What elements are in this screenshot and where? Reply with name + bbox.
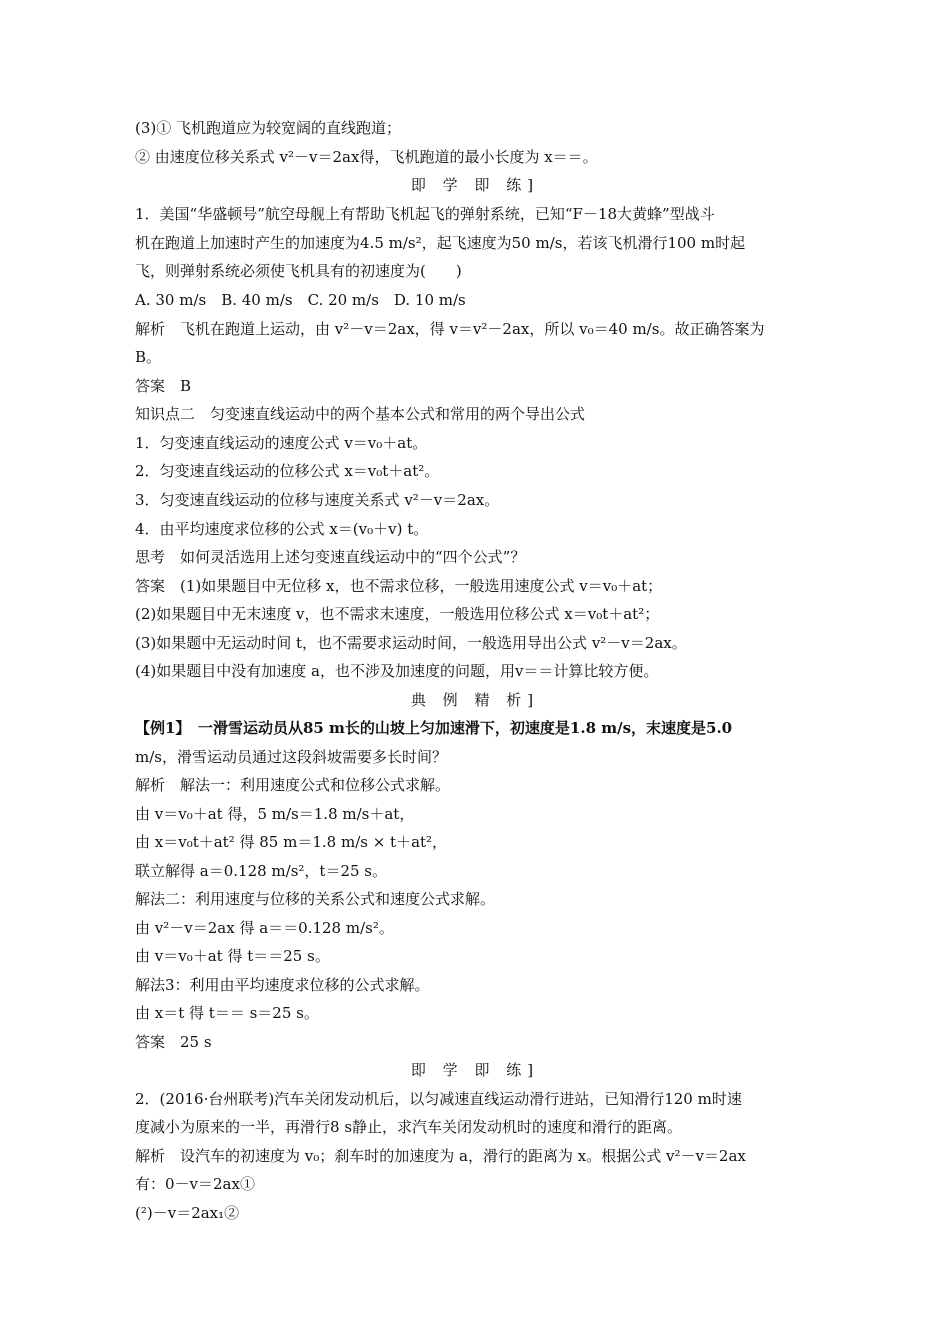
text-line: 解法3：利用由平均速度求位移的公式求解。 — [135, 976, 430, 994]
text-line: 解法二：利用速度与位移的关系公式和速度公式求解。 — [135, 890, 496, 908]
text-line: 1．匀变速直线运动的速度公式 v＝v₀＋at。 — [135, 434, 428, 452]
text-line: 联立解得 a＝0.128 m/s²，t＝25 s。 — [135, 862, 387, 880]
text-line: 解析 飞机在跑道上运动，由 v²－v＝2ax，得 v＝v²－2ax，所以 v₀＝40 m/s。故正确答案为 — [135, 320, 765, 338]
section-heading: 即 学 即 练] — [410, 1061, 540, 1079]
text-line: 飞，则弹射系统必须使飞机具有的初速度为( ) — [135, 262, 462, 280]
text-line: (3)如果题中无运动时间 t，也不需要求运动时间，一般选用导出公式 v²－v＝2ax。 — [135, 634, 687, 652]
text-line: 答案 B — [135, 377, 192, 395]
text-line: 知识点二 匀变速直线运动中的两个基本公式和常用的两个导出公式 — [135, 405, 586, 423]
text-line: 答案 25 s — [135, 1033, 212, 1051]
text-line: ② 由速度位移关系式 v²－v＝2ax得，飞机跑道的最小长度为 x＝＝。 — [135, 148, 598, 166]
text-line: 3．匀变速直线运动的位移与速度关系式 v²－v＝2ax。 — [135, 491, 500, 509]
text-line: 由 x＝v₀t＋at² 得 85 m＝1.8 m/s × t＋at²， — [135, 833, 448, 851]
text-line: 思考 如何灵活选用上述匀变速直线运动中的“四个公式”？ — [135, 548, 526, 566]
text-line: 有：0－v＝2ax① — [135, 1175, 255, 1193]
section-heading: 典 例 精 析] — [410, 691, 540, 709]
section-heading: 即 学 即 练] — [410, 176, 540, 194]
text-line: (²)－v＝2ax₁② — [135, 1204, 240, 1222]
text-line: 2．(2016·台州联考)汽车关闭发动机后，以匀减速直线运动滑行进站，已知滑行120 m时速 — [135, 1090, 742, 1108]
text-line: 2．匀变速直线运动的位移公式 x＝v₀t＋at²。 — [135, 462, 440, 480]
text-line: (4)如果题目中没有加速度 a，也不涉及加速度的问题，用v＝＝计算比较方便。 — [135, 662, 659, 680]
text-line: 【例1】 一滑雪运动员从85 m长的山坡上匀加速滑下，初速度是1.8 m/s，末速度是5.0 — [135, 719, 733, 737]
text-line: 机在跑道上加速时产生的加速度为4.5 m/s²，起飞速度为50 m/s，若该飞机滑行100 m时起 — [135, 234, 746, 252]
text-line: 4．由平均速度求位移的公式 x＝(v₀＋v) t。 — [135, 520, 429, 538]
text-line: 度减小为原来的一半，再滑行8 s静止，求汽车关闭发动机时的速度和滑行的距离。 — [135, 1118, 683, 1136]
text-line: (2)如果题目中无末速度 v，也不需求末速度，一般选用位移公式 x＝v₀t＋at²； — [135, 605, 660, 623]
text-line: 由 v＝v₀＋at 得 t＝＝25 s。 — [135, 947, 330, 965]
text-line: m/s，滑雪运动员通过这段斜坡需要多长时间？ — [135, 748, 447, 766]
text-line: 答案 (1)如果题目中无位移 x，也不需求位移，一般选用速度公式 v＝v₀＋at； — [135, 577, 663, 595]
text-line: (3)① 飞机跑道应为较宽阔的直线跑道； — [135, 119, 402, 137]
text-line: 1．美国“华盛顿号”航空母舰上有帮助飞机起飞的弹射系统，已知“F－18大黄蜂”型战斗 — [135, 205, 715, 223]
text-line: 解析 设汽车的初速度为 v₀；刹车时的加速度为 a，滑行的距离为 x。根据公式 v²－v＝2ax — [135, 1147, 746, 1165]
text-line: B。 — [135, 348, 162, 366]
text-line: A. 30 m/s B. 40 m/s C. 20 m/s D. 10 m/s — [135, 291, 466, 309]
text-line: 解析 解法一：利用速度公式和位移公式求解。 — [135, 776, 451, 794]
text-line: 由 v²－v＝2ax 得 a＝＝0.128 m/s²。 — [135, 919, 394, 937]
text-line: 由 x＝t 得 t＝＝ s＝25 s。 — [135, 1004, 319, 1022]
text-line: 由 v＝v₀＋at 得，5 m/s＝1.8 m/s＋at， — [135, 805, 415, 823]
